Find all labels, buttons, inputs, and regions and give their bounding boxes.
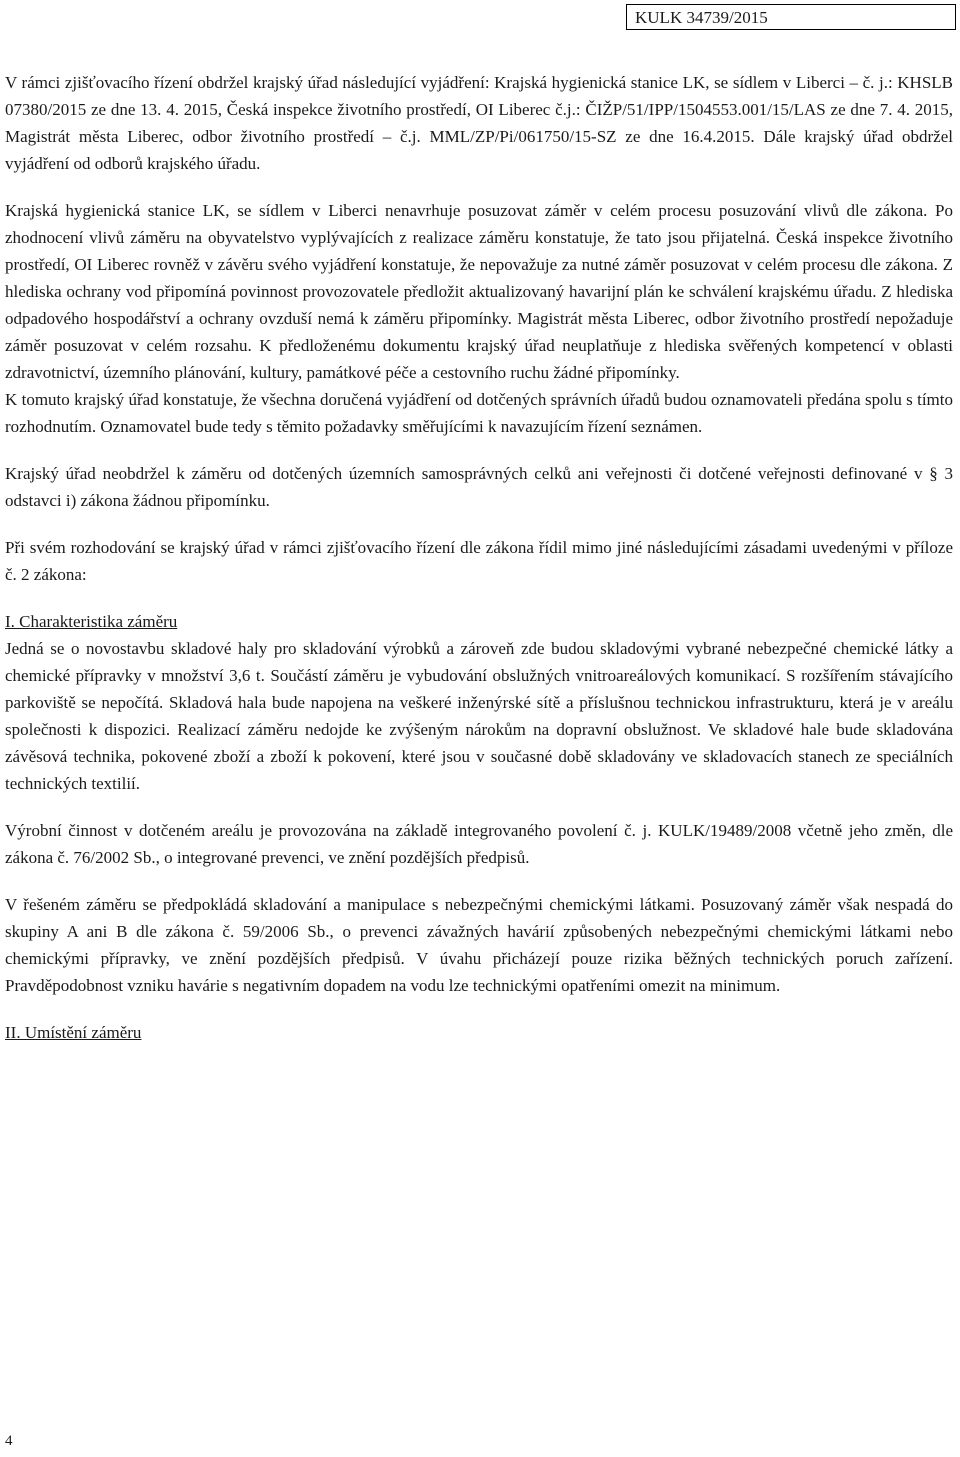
paragraph-no-public-comments: Krajský úřad neobdržel k záměru od dotčených územních samosprávných celků ani veřejnosti či dotčené veřejnosti definované v § 3 odstavci i) zákona žádnou připomínku.	[5, 464, 953, 510]
paragraph-authorities-opinions: Krajská hygienická stanice LK, se sídlem v Liberci nenavrhuje posuzovat záměr v celém procesu posuzování vlivů dle zákona. Po zhodnocení vlivů záměru na obyvatelstvo vyplývajících z realizace záměru konstatuje, že tato jsou přijatelná. Česká inspekce životního prostředí, OI Liberec rovněž v závěru svého vyjádření konstatuje, že nepovažuje za nutné záměr posuzovat v celém procesu dle zákona. Z hlediska ochrany vod připomíná povinnost provozovatele předložit aktualizovaný havarijní plán ke schválení krajskému úřadu. Z hlediska odpadového hospodářství a ochrany ovzduší nemá k záměru připomínky. Magistrát města Liberec, odbor životního prostředí nepožaduje záměr posuzovat v celém rozsahu. K předloženému dokumentu krajský úřad neuplatňuje z hlediska svěřených kompetencí v oblasti zdravotnictví, územního plánování, kultury, památkové péče a cestovního ruchu žádné připomínky.	[5, 201, 953, 382]
paragraph-conclusion-forwarding: K tomuto krajský úřad konstatuje, že všechna doručená vyjádření od dotčených správních úřadů budou oznamovateli předána spolu s tímto rozhodnutím. Oznamovatel bude tedy s těmito požadavky směřujícími k navazujícím řízení seznámen.	[5, 390, 953, 436]
paragraph-decision-principles: Při svém rozhodování se krajský úřad v rámci zjišťovacího řízení dle zákona řídil mimo jiné následujícími zásadami uvedenými v příloze č. 2 zákona:	[5, 538, 953, 584]
document-reference-number: KULK 34739/2015	[626, 4, 956, 30]
paragraph-statements-received: V rámci zjišťovacího řízení obdržel krajský úřad následující vyjádření: Krajská hygienická stanice LK, se sídlem v Liberci – č. j.: KHSLB 07380/2015 ze dne 13. 4. 2015, Česká inspekce životního prostředí, OI Liberec č.j.: ČIŽP/51/IPP/1504553.001/15/LAS ze dne 7. 4. 2015, Magistrát města Liberec, odbor životního prostředí – č.j. MML/ZP/Pi/061750/15-SZ ze dne 16.4.2015. Dále krajský úřad obdržel vyjádření od odborů krajského úřadu.	[5, 73, 953, 173]
paragraph-integrated-permit: Výrobní činnost v dotčeném areálu je provozována na základě integrovaného povolení č. j. KULK/19489/2008 včetně jeho změn, dle zákona č. 76/2002 Sb., o integrované prevenci, ve znění pozdějších předpisů.	[5, 821, 953, 867]
page-number: 4	[5, 1433, 13, 1449]
section-heading-project-location: II. Umístění záměru	[5, 1023, 142, 1042]
paragraph-hazardous-substances: V řešeném záměru se předpokládá skladování a manipulace s nebezpečnými chemickými látkami. Posuzovaný záměr však nespadá do skupiny A ani B dle zákona č. 59/2006 Sb., o prevenci závažných havárií způsobených nebezpečnými chemickými látkami nebo chemickými přípravky, ve znění pozdějších předpisů. V úvahu přicházejí pouze rizika běžných technických poruch zařízení. Pravděpodobnost vzniku havárie s negativním dopadem na vodu lze technickými opatřeními omezit na minimum.	[5, 895, 953, 995]
document-body	[5, 69, 953, 1046]
section-heading-project-characteristics: I. Charakteristika záměru	[5, 612, 178, 631]
paragraph-project-description: Jedná se o novostavbu skladové haly pro skladování výrobků a zároveň zde budou skladovými vybrané nebezpečné chemické látky a chemické přípravky v množství 3,6 t. Součástí záměru je vybudování obslužných vnitroareálových komunikací. S rozšířením stávajícího parkoviště se nepočítá. Skladová hala bude napojena na veškeré inženýrské sítě a příslušnou technickou infrastrukturu, která je v areálu společnosti k dispozici. Realizací záměru nedojde ke zvýšeným nárokům na dopravní obslužnost. Ve skladové hale bude skladována závěsová technika, pokovené zboží a zboží k pokovení, které jsou v současné době skladovány ve skladovacích stanech ze speciálních technických textilií.	[5, 639, 953, 793]
